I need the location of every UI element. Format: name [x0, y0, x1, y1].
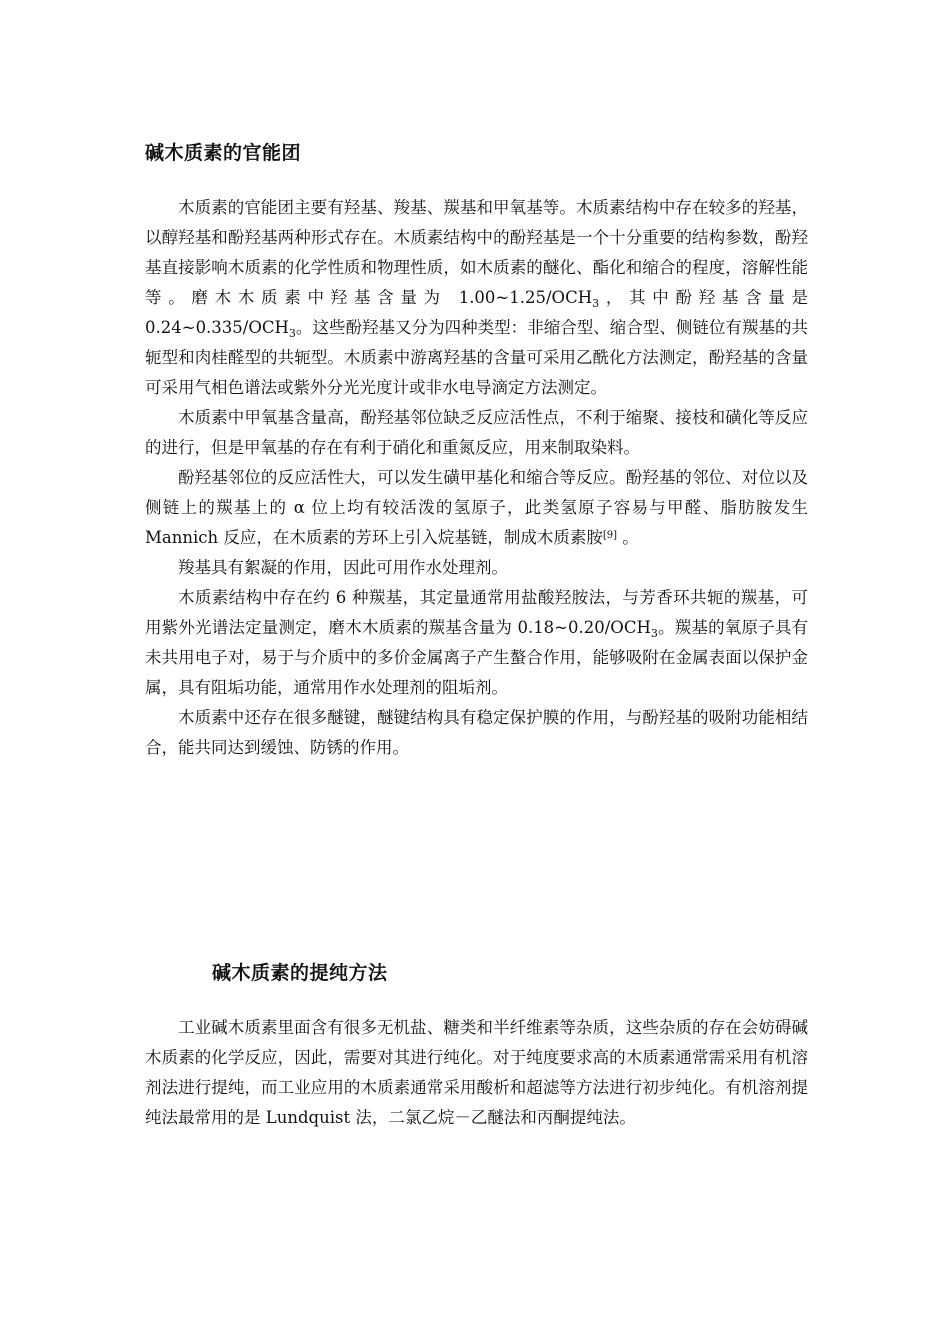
citation-ref: [9] [602, 530, 618, 541]
paragraph-hydroxyl [145, 193, 808, 403]
subscript-3: 3 [592, 297, 600, 310]
paragraph-ether: 木质素中还存在很多醚键，醚键结构具有稳定保护膜的作用，与酚羟基的吸附功能相结合，能共同达到缓蚀、防锈的作用。 [145, 708, 808, 757]
paragraph-carbonyl-part2: 。羰基的氧原子具有未共用电子对，易于与介质中的多价金属离子产生螯合作用，能够吸附在金属表面以保护金属，具有阻垢功能，通常用作水处理剂的阻垢剂。 [145, 618, 809, 697]
section-body-purification [145, 1013, 808, 1133]
paragraph-phenolic-ortho-end: 。 [617, 528, 639, 547]
paragraph-phenolic-ortho-text: 酚羟基邻位的反应活性大，可以发生磺甲基化和缩合等反应。酚羟基的邻位、对位以及侧链上的羰基上的 α 位上均有较活泼的氢原子，此类氢原子容易与甲醛、脂肪胺发生 Mannich 反应，在木质素的芳环上引入烷基链，制成木质素胺 [145, 468, 808, 547]
paragraph-carbonyl [145, 583, 808, 703]
paragraph-carboxyl: 羧基具有絮凝的作用，因此可用作水处理剂。 [178, 558, 508, 577]
paragraph-methoxyl: 木质素中甲氧基含量高，酚羟基邻位缺乏反应活性点，不利于缩聚、接枝和磺化等反应的进行，但是甲氧基的存在有利于硝化和重氮反应，用来制取染料。 [145, 408, 808, 457]
paragraph-phenolic-ortho [145, 463, 808, 553]
paragraph-hydroxyl-part2: ，其中酚羟基含量是 0.24~0.335/OCH [145, 288, 809, 337]
section-heading-functional-groups: 碱木质素的官能团 [145, 142, 302, 164]
paragraph-hydroxyl-part3: 。这些酚羟基又分为四种类型：非缩合型、缩合型、侧链位有羰基的共轭型和肉桂醛型的共轭型。木质素中游离羟基的含量可采用乙酰化方法测定，酚羟基的含量可采用气相色谱法或紫外分光光度计或非水电导滴定方法测定。 [145, 318, 808, 397]
paragraph-carbonyl-part1: 木质素结构中存在约 6 种羰基，其定量通常用盐酸羟胺法，与芳香环共轭的羰基，可用紫外光谱法定量测定，磨木木质素的羰基含量为 0.18~0.20/OCH [145, 588, 808, 637]
paragraph-purification: 工业碱木质素里面含有很多无机盐、糖类和半纤维素等杂质，这些杂质的存在会妨碍碱木质素的化学反应，因此，需要对其进行纯化。对于纯度要求高的木质素通常需采用有机溶剂法进行提纯，而工业应用的木质素通常采用酸析和超滤等方法进行初步纯化。有机溶剂提纯法最常用的是 Lundquist 法，二氯乙烷－乙醚法和丙酮提纯法。 [145, 1018, 808, 1127]
subscript-3: 3 [650, 627, 658, 640]
paragraph-hydroxyl-part1: 木质素的官能团主要有羟基、羧基、羰基和甲氧基等。木质素结构中存在较多的羟基，以醇羟基和酚羟基两种形式存在。木质素结构中的酚羟基是一个十分重要的结构参数，酚羟基直接影响木质素的化学性质和物理性质，如木质素的醚化、酯化和缩合的程度，溶解性能等。磨木木质素中羟基含量为 1.00~1.25/OCH [145, 198, 808, 307]
section-heading-purification: 碱木质素的提纯方法 [212, 962, 388, 984]
subscript-3: 3 [288, 327, 296, 340]
section-body-functional-groups [145, 193, 808, 763]
